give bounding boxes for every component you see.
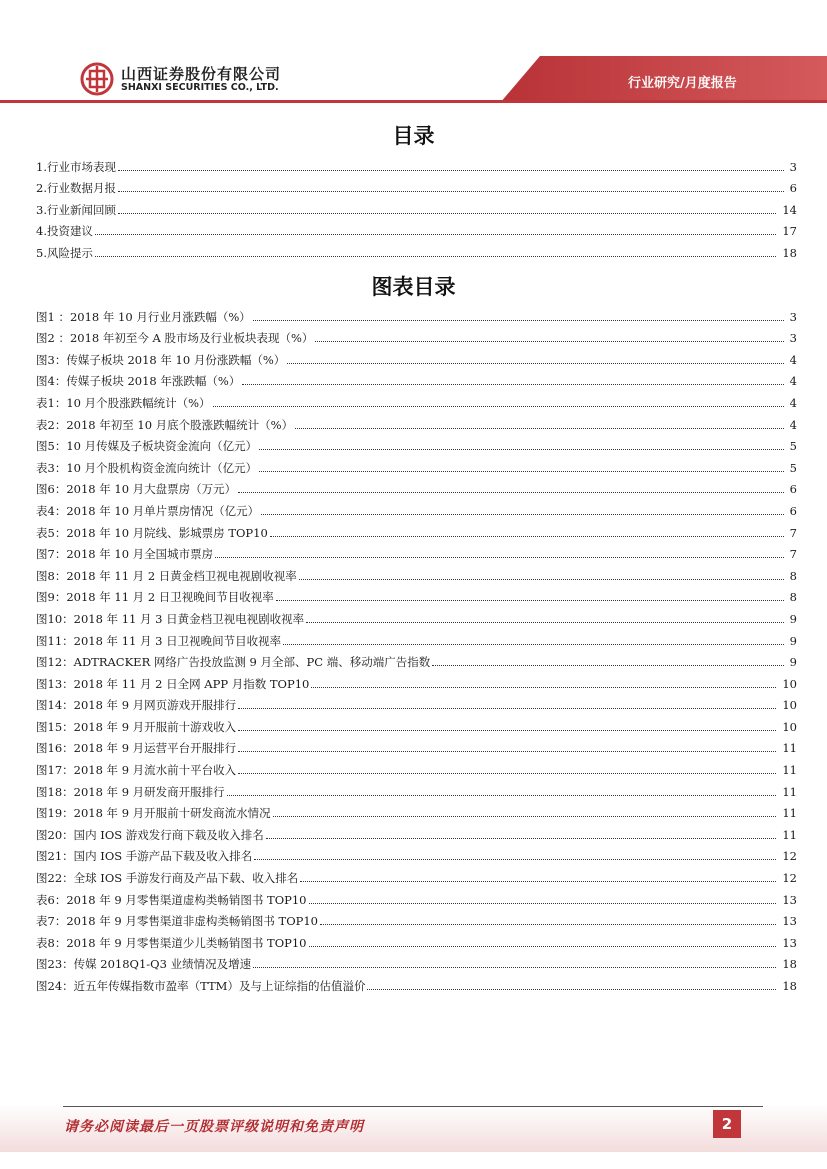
figure-entry[interactable] [36,863,797,885]
toc-entry-page: 14 [782,202,797,217]
figure-entry[interactable] [36,583,797,605]
company-name-cn: 山西证券股份有限公司 [121,65,282,83]
figure-entry[interactable] [36,907,797,929]
toc-entry-title: 2.行业数据月报 [36,181,116,196]
figure-entry-title: 图18：2018 年 9 月研发商开服排行 [36,784,225,799]
dot-leader [253,320,784,321]
figure-entry-page: 6 [789,503,797,518]
figure-entry[interactable] [36,432,797,454]
figure-entry-title: 表4：2018 年 10 月单片票房情况（亿元） [36,503,260,518]
toc-entry-title: 1.行业市场表现 [36,159,116,174]
toc-entry-page: 18 [782,245,797,260]
dot-leader [95,234,776,235]
figure-entry[interactable] [36,971,797,993]
dot-leader [287,363,783,364]
figure-entry-title: 图19：2018 年 9 月开服前十研发商流水情况 [36,806,271,821]
dot-leader [309,903,777,904]
figure-entry-title: 图24：近五年传媒指数市盈率（TTM）及与上证综指的估值溢价 [36,979,366,993]
figure-entry-title: 图17：2018 年 9 月流水前十平台收入 [36,763,237,778]
figure-entry[interactable] [36,388,797,410]
dot-leader [118,170,784,171]
dot-leader [242,384,783,385]
toc-entry-page: 3 [789,159,797,174]
toc-entry-title: 4.投资建议 [36,224,93,239]
figure-entry-page: 12 [782,849,797,864]
figure-entry-title: 图8：2018 年 11 月 2 日黄金档卫视电视剧收视率 [36,568,297,583]
dot-leader [118,213,776,214]
figure-entry-page: 10 [782,719,797,734]
figure-entry[interactable] [36,842,797,864]
dot-leader [270,536,784,537]
figure-entry-page: 11 [782,784,797,799]
footer-divider [63,1106,763,1107]
figure-entry-title: 图12：ADTRACKER 网络广告投放监测 9 月全部、PC 端、移动端广告指数 [36,655,431,670]
dot-leader [227,795,777,796]
figure-entry-title: 表3：10 月个股机构资金流向统计（亿元） [36,460,258,475]
toc-entry-page: 6 [789,181,797,196]
figure-entry[interactable] [36,777,797,799]
dot-leader [266,838,777,839]
header-divider [0,100,827,103]
figure-entry-title: 图5：10 月传媒及子板块资金流向（亿元） [36,439,258,454]
figure-entry-title: 图7：2018 年 10 月全国城市票房 [36,547,214,562]
figure-entry[interactable] [36,626,797,648]
figure-entry-page: 11 [782,806,797,821]
figure-entry[interactable] [36,691,797,713]
figure-entry-page: 9 [789,611,797,626]
dot-leader [309,946,777,947]
figure-entry-page: 8 [789,568,797,583]
figure-entry-page: 9 [789,655,797,670]
figure-entry-title: 表1：10 月个股涨跌幅统计（%） [36,395,211,410]
toc-heading: 目录 [392,124,435,148]
figure-entry-page: 11 [782,741,797,756]
figure-entry-title: 图9：2018 年 11 月 2 日卫视晚间节目收视率 [36,590,274,605]
dot-leader [367,989,776,990]
figure-entry-page: 13 [782,935,797,950]
dot-leader [253,967,776,968]
figure-entry[interactable] [36,799,797,821]
figure-entry-title: 图6：2018 年 10 月大盘票房（万元） [36,482,237,497]
figure-entry[interactable] [36,669,797,691]
figure-entry-page: 11 [782,763,797,778]
figure-entry[interactable] [36,561,797,583]
toc-entry-title: 5.风险提示 [36,245,93,260]
figure-entry-title: 表7：2018 年 9 月零售渠道非虚构类畅销图书 TOP10 [36,914,318,929]
dot-leader [213,406,784,407]
figure-entry[interactable] [36,410,797,432]
figure-entry-page: 13 [782,892,797,907]
dot-leader [254,859,776,860]
figure-entry-page: 5 [789,460,797,475]
figure-entry-title: 图16：2018 年 9 月运营平台开服排行 [36,741,237,756]
figure-entry-title: 图11：2018 年 11 月 3 日卫视晚间节目收视率 [36,633,282,648]
figure-entry[interactable] [36,950,797,972]
figure-entry-page: 10 [782,676,797,691]
dot-leader [315,341,783,342]
toc-entry[interactable] [36,174,797,196]
figure-entry-title: 图21：国内 IOS 手游产品下载及收入排名 [36,849,253,864]
figure-entry-title: 表8：2018 年 9 月零售渠道少儿类畅销图书 TOP10 [36,935,307,950]
report-type-label: 行业研究/月度报告 [628,76,737,91]
figure-entry[interactable] [36,734,797,756]
figure-entry[interactable] [36,885,797,907]
toc-entry-title: 3.行业新闻回顾 [36,202,116,217]
figure-entry[interactable] [36,518,797,540]
figure-entry[interactable] [36,324,797,346]
toc-entry[interactable] [36,152,797,174]
toc-list [36,152,797,260]
figure-entry[interactable] [36,367,797,389]
dot-leader [276,600,784,601]
figure-entry-title: 图22：全球 IOS 手游发行商及产品下载、收入排名 [36,871,299,886]
figure-entry-title: 表2：2018 年初至 10 月底个股涨跌幅统计（%） [36,417,294,432]
toc-entry-page: 17 [782,224,797,239]
figure-entry-page: 3 [789,331,797,346]
dot-leader [432,665,783,666]
figure-entry-page: 4 [789,352,797,367]
dot-leader [300,881,776,882]
dot-leader [320,924,776,925]
figure-entry[interactable] [36,453,797,475]
dot-leader [299,579,784,580]
figure-entry[interactable] [36,648,797,670]
figure-entry-title: 图20：国内 IOS 游戏发行商下载及收入排名 [36,827,264,842]
figure-entry[interactable] [36,820,797,842]
figure-entry-title: 表5：2018 年 10 月院线、影城票房 TOP10 [36,525,268,540]
figure-list [36,302,797,993]
dot-leader [283,644,784,645]
figure-entry[interactable] [36,928,797,950]
figure-entry[interactable] [36,302,797,324]
figure-entry-page: 7 [789,547,797,562]
figure-entry[interactable] [36,475,797,497]
dot-leader [238,708,776,709]
figure-entry-title: 表6：2018 年 9 月零售渠道虚构类畅销图书 TOP10 [36,892,307,907]
dot-leader [95,256,776,257]
dot-leader [238,730,776,731]
figure-entry-title: 图1 ：2018 年 10 月行业月涨跌幅（%） [36,309,251,324]
company-name-en: SHANXI SECURITIES CO., LTD. [121,82,279,93]
figure-entry-page: 4 [789,395,797,410]
dot-leader [259,449,784,450]
toc-entry[interactable] [36,195,797,217]
figure-entry-title: 图3：传媒子板块 2018 年 10 月份涨跌幅（%） [36,352,286,367]
figure-entry-title: 图4：传媒子板块 2018 年涨跌幅（%） [36,374,241,389]
page-number: 2 [713,1110,741,1138]
footer-disclaimer: 请务必阅读最后一页股票评级说明和免责声明 [64,1119,364,1135]
figure-entry[interactable] [36,496,797,518]
figure-entry-page: 6 [789,482,797,497]
figure-entry-page: 5 [789,439,797,454]
figure-entry-page: 13 [782,914,797,929]
figure-entry-page: 4 [789,374,797,389]
page-header [0,0,827,110]
figure-entry-page: 4 [789,417,797,432]
figure-entry[interactable] [36,712,797,734]
dot-leader [306,622,784,623]
dot-leader [261,514,783,515]
figure-entry-title: 图10：2018 年 11 月 3 日黄金档卫视电视剧收视率 [36,611,305,626]
dot-leader [238,773,776,774]
dot-leader [215,557,783,558]
toc-entry[interactable] [36,238,797,260]
dot-leader [238,492,783,493]
figure-entry-page: 9 [789,633,797,648]
company-logo-icon [80,62,114,96]
dot-leader [295,428,784,429]
figure-entry-title: 图14：2018 年 9 月网页游戏开服排行 [36,698,237,713]
dot-leader [238,751,776,752]
figure-entry-page: 10 [782,698,797,713]
dot-leader [311,687,776,688]
figure-entry-title: 图2 ：2018 年初至今 A 股市场及行业板块表现（%） [36,331,314,346]
figure-entry-page: 18 [782,979,797,993]
figure-entry[interactable] [36,345,797,367]
figure-entry-page: 7 [789,525,797,540]
figure-entry-page: 8 [789,590,797,605]
dot-leader [273,816,777,817]
figure-entry-page: 11 [782,827,797,842]
figure-entry[interactable] [36,540,797,562]
toc-entry[interactable] [36,217,797,239]
figure-entry[interactable] [36,604,797,626]
figure-entry-title: 图15：2018 年 9 月开服前十游戏收入 [36,719,237,734]
figure-entry-page: 18 [782,957,797,972]
figure-list-heading: 图表目录 [371,275,456,299]
figure-entry-title: 图23：传媒 2018Q1-Q3 业绩情况及增速 [36,957,252,972]
dot-leader [118,191,784,192]
dot-leader [259,471,784,472]
figure-entry[interactable] [36,755,797,777]
figure-entry-page: 12 [782,871,797,886]
figure-entry-title: 图13：2018 年 11 月 2 日全网 APP 月指数 TOP10 [36,676,310,691]
figure-entry-page: 3 [789,309,797,324]
